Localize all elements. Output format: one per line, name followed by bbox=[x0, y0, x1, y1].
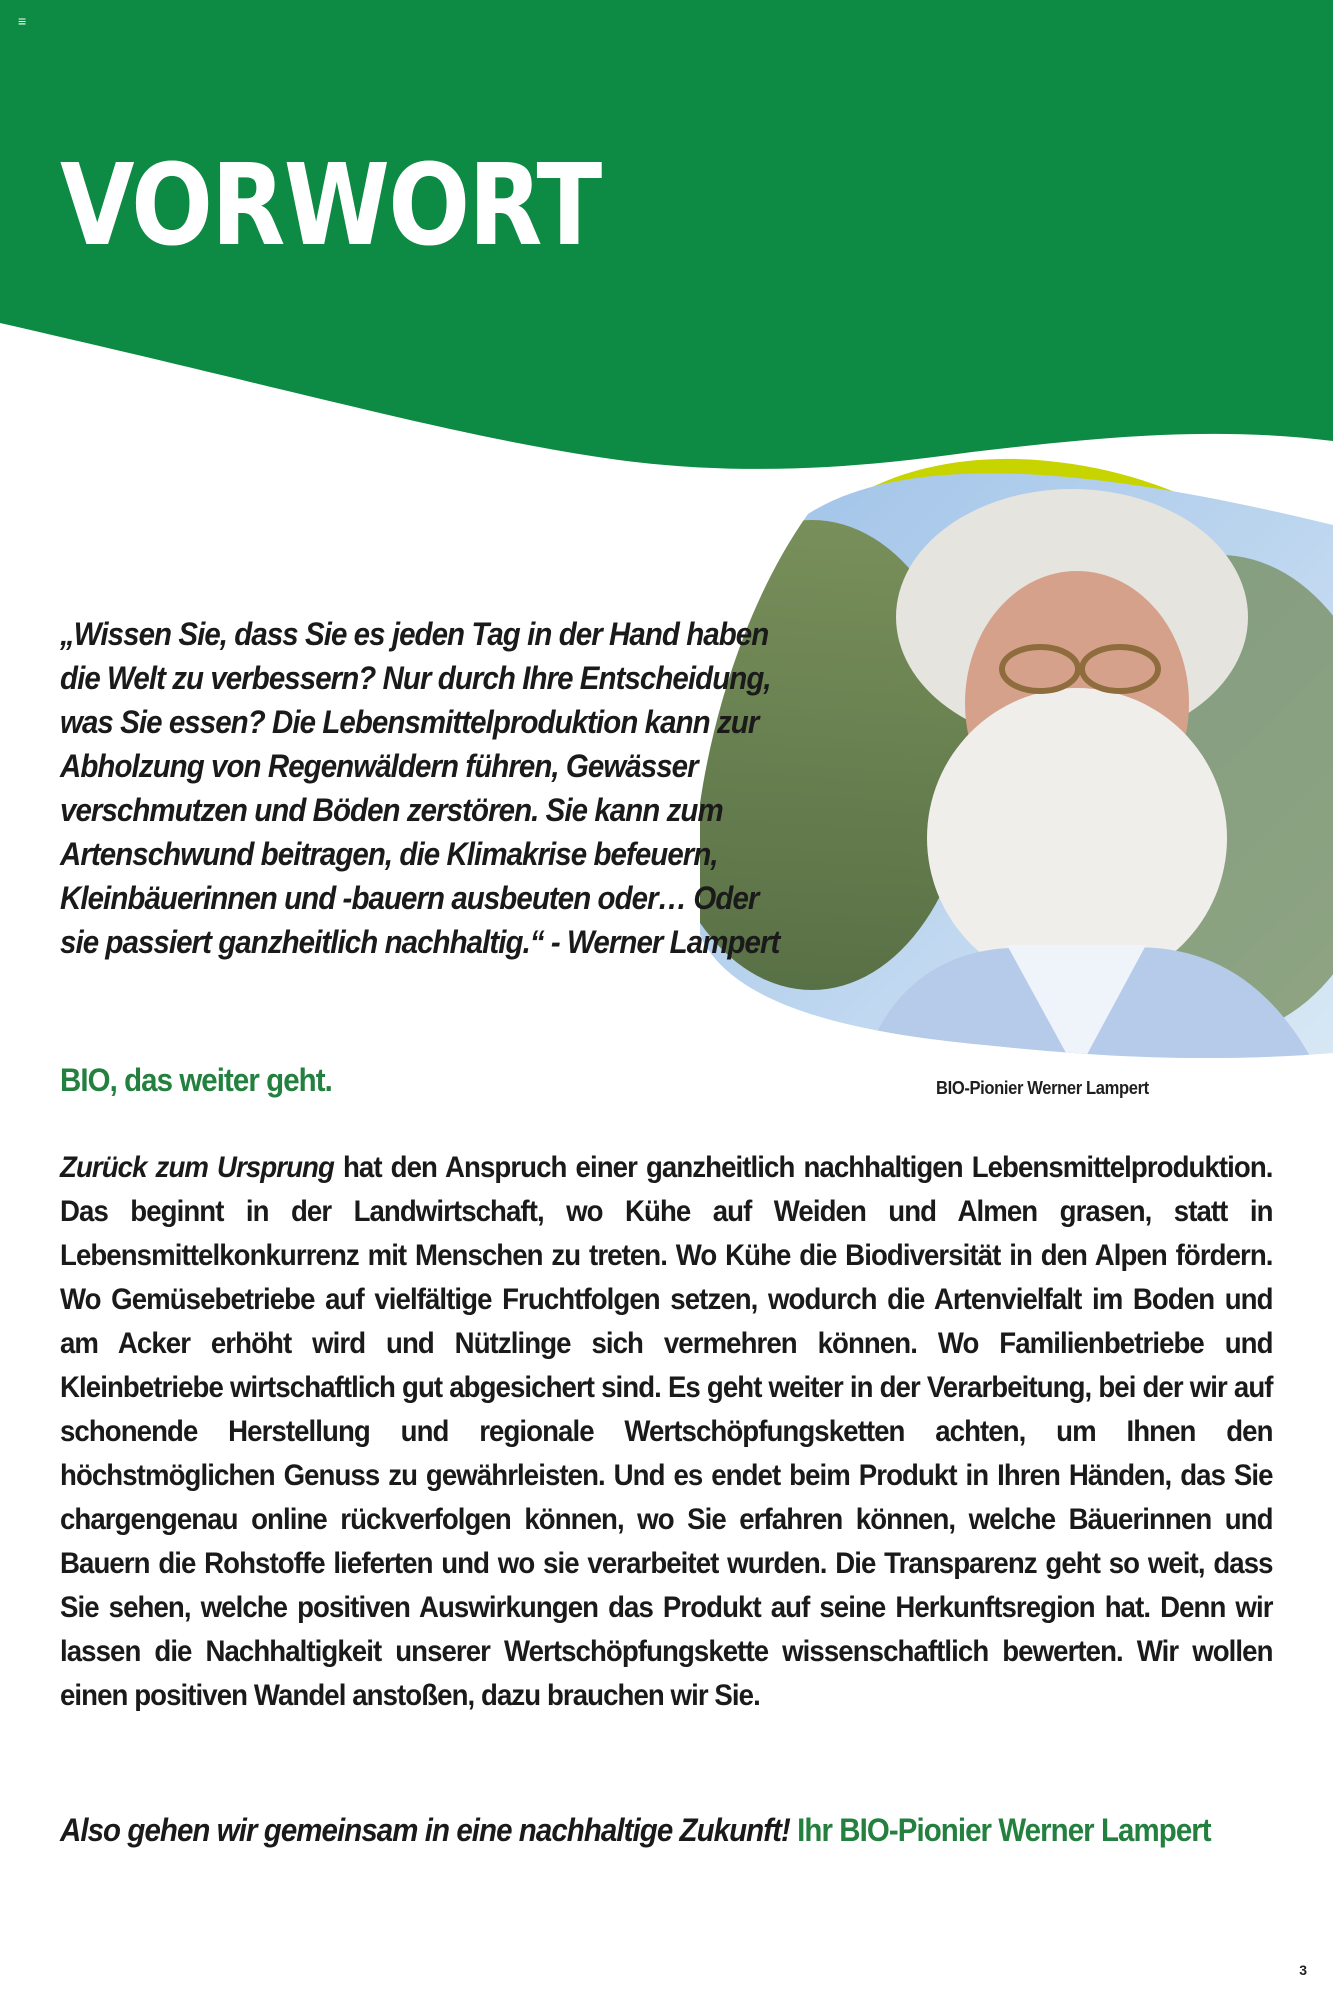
page-number: 3 bbox=[1299, 1962, 1307, 1978]
section-subheading: BIO, das weiter geht. bbox=[60, 1062, 332, 1098]
portrait-photo bbox=[700, 455, 1333, 1075]
body-paragraph bbox=[60, 1146, 1273, 1718]
menu-icon[interactable]: ≡ bbox=[18, 13, 27, 29]
closing-emphasis: Also gehen wir gemeinsam in eine nachhaltige Zukunft! bbox=[60, 1812, 790, 1848]
closing-line bbox=[60, 1808, 1273, 1852]
lampert-quote: „Wissen Sie, dass Sie es jeden Tag in der Hand haben die Welt zu verbessern? Nur durch Ihre Entscheidung, was Sie essen? Die Lebensmittelproduktion kann zur Abholzung von Regenwäldern führen, Gewässer verschmutzen und Böden zerstören. Sie kann zum Artenschwund beitragen, die Klimakrise befeuern, Kleinbäuerinnen und -bauern ausbeuten oder… Oder sie passiert ganzheitlich nachhaltig.“ - Werner Lampert bbox=[60, 616, 780, 960]
page-title: VORWORT bbox=[60, 141, 601, 271]
body-lead-text: Zurück zum Ursprung bbox=[60, 1151, 334, 1184]
photo-caption: BIO-Pionier Werner Lampert bbox=[936, 1078, 1149, 1098]
closing-signature: Ihr BIO-Pionier Werner Lampert bbox=[797, 1812, 1211, 1848]
body-main-text: hat den Anspruch einer ganzheitlich nachhaltigen Lebensmittelproduktion. Das beginnt in der Landwirtschaft, wo Kühe auf Weiden und Almen grasen, statt in Lebensmittelkonkurrenz mit Menschen zu treten. Wo Kühe die Biodiversität in den Alpen fördern. Wo Gemüsebetriebe auf vielfältige Fruchtfolgen setzen, wodurch die Artenvielfalt im Boden und am Acker erhöht wird und Nützlinge sich vermehren können. Wo Familienbetriebe und Kleinbetriebe wirtschaftlich gut abgesichert sind. Es geht weiter in der Verarbeitung, bei der wir auf schonende Herstellung und regionale Wertschöpfungsketten achten, um Ihnen den höchstmöglichen Genuss zu gewährleisten. Und es endet beim Produkt in Ihren Händen, das Sie chargengenau online rückverfolgen können, wo Sie erfahren können, welche Bäuerinnen und Bauern die Rohstoffe lieferten und wo sie verarbeitet wurden. Die Transparenz geht so weit, dass Sie sehen, welche positiven Auswirkungen das Produkt auf seine Herkunftsregion hat. Denn wir lassen die Nachhaltigkeit unserer Wertschöpfungskette wissenschaftlich bewerten. Wir wollen einen positiven Wandel anstoßen, dazu brauchen wir Sie. bbox=[60, 1151, 1273, 1712]
